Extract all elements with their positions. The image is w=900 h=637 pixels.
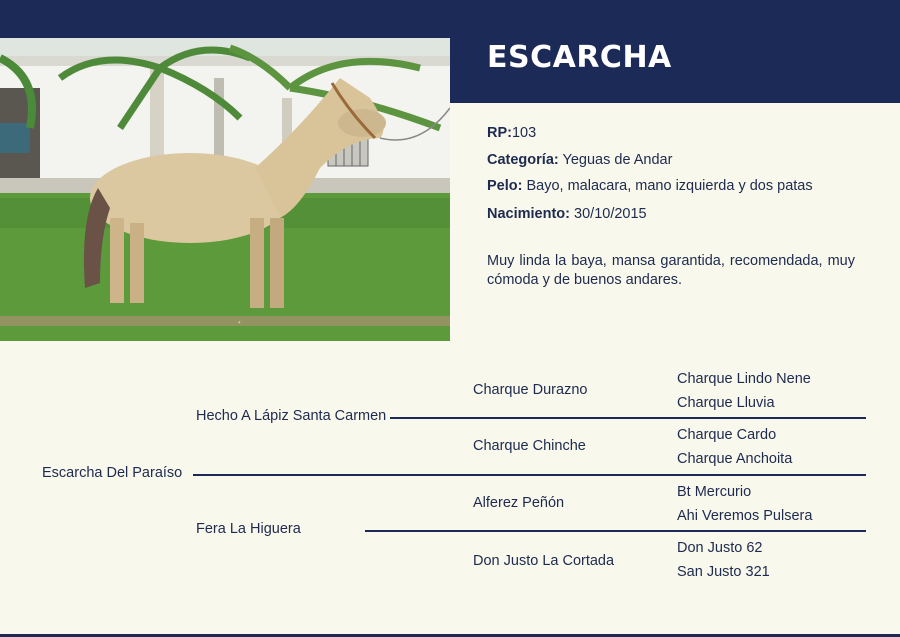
pedigree-subject: Escarcha Del Paraíso <box>42 465 183 481</box>
pedigree-line-sire <box>390 417 866 419</box>
rp-value: 103 <box>511 125 537 141</box>
pelo-value: Bayo, malacara, mano izquierda y dos patas <box>526 178 813 194</box>
pedigree-ss-dam: Charque Lluvia <box>677 395 775 411</box>
pedigree-dd-sire: Don Justo 62 <box>677 540 763 556</box>
categoria-label: Categoría: <box>487 152 559 168</box>
nacimiento-row <box>487 206 647 222</box>
pedigree-ds-dam: Ahi Veremos Pulsera <box>677 508 813 524</box>
pedigree-sire-sire: Charque Durazno <box>473 382 588 398</box>
pelo-label: Pelo: <box>487 178 523 194</box>
pedigree-sd-sire: Charque Cardo <box>677 427 777 443</box>
pedigree-dam-dam: Don Justo La Cortada <box>473 553 615 569</box>
pedigree-line-subject <box>193 474 866 476</box>
pedigree-sire-dam: Charque Chinche <box>473 438 586 454</box>
top-banner <box>0 0 900 38</box>
pedigree-dam: Fera La Higuera <box>196 521 301 537</box>
pelo-row <box>487 178 813 194</box>
pedigree-line-dam <box>365 530 866 532</box>
pedigree-ss-sire: Charque Lindo Nene <box>677 371 811 387</box>
nacimiento-value: 30/10/2015 <box>574 206 647 222</box>
pedigree-sire: Hecho A Lápiz Santa Carmen <box>196 408 387 424</box>
pedigree-dd-dam: San Justo 321 <box>677 564 770 580</box>
rp-label: RP: <box>487 125 512 141</box>
nacimiento-label: Nacimiento: <box>487 206 570 222</box>
description: Muy linda la baya, mansa garantida, recomendada, muy cómoda y de buenos andares. <box>487 253 855 288</box>
horse-photo <box>0 38 450 341</box>
svg-text:*: * <box>238 321 241 327</box>
horse-name-title: ESCARCHA <box>487 40 672 75</box>
categoria-row <box>487 152 672 168</box>
pedigree-sd-dam: Charque Anchoita <box>677 451 793 467</box>
pedigree-dam-sire: Alferez Peñón <box>473 495 565 511</box>
pedigree-ds-sire: Bt Mercurio <box>677 484 752 500</box>
rp-row <box>487 125 536 141</box>
categoria-value: Yeguas de Andar <box>562 152 673 168</box>
